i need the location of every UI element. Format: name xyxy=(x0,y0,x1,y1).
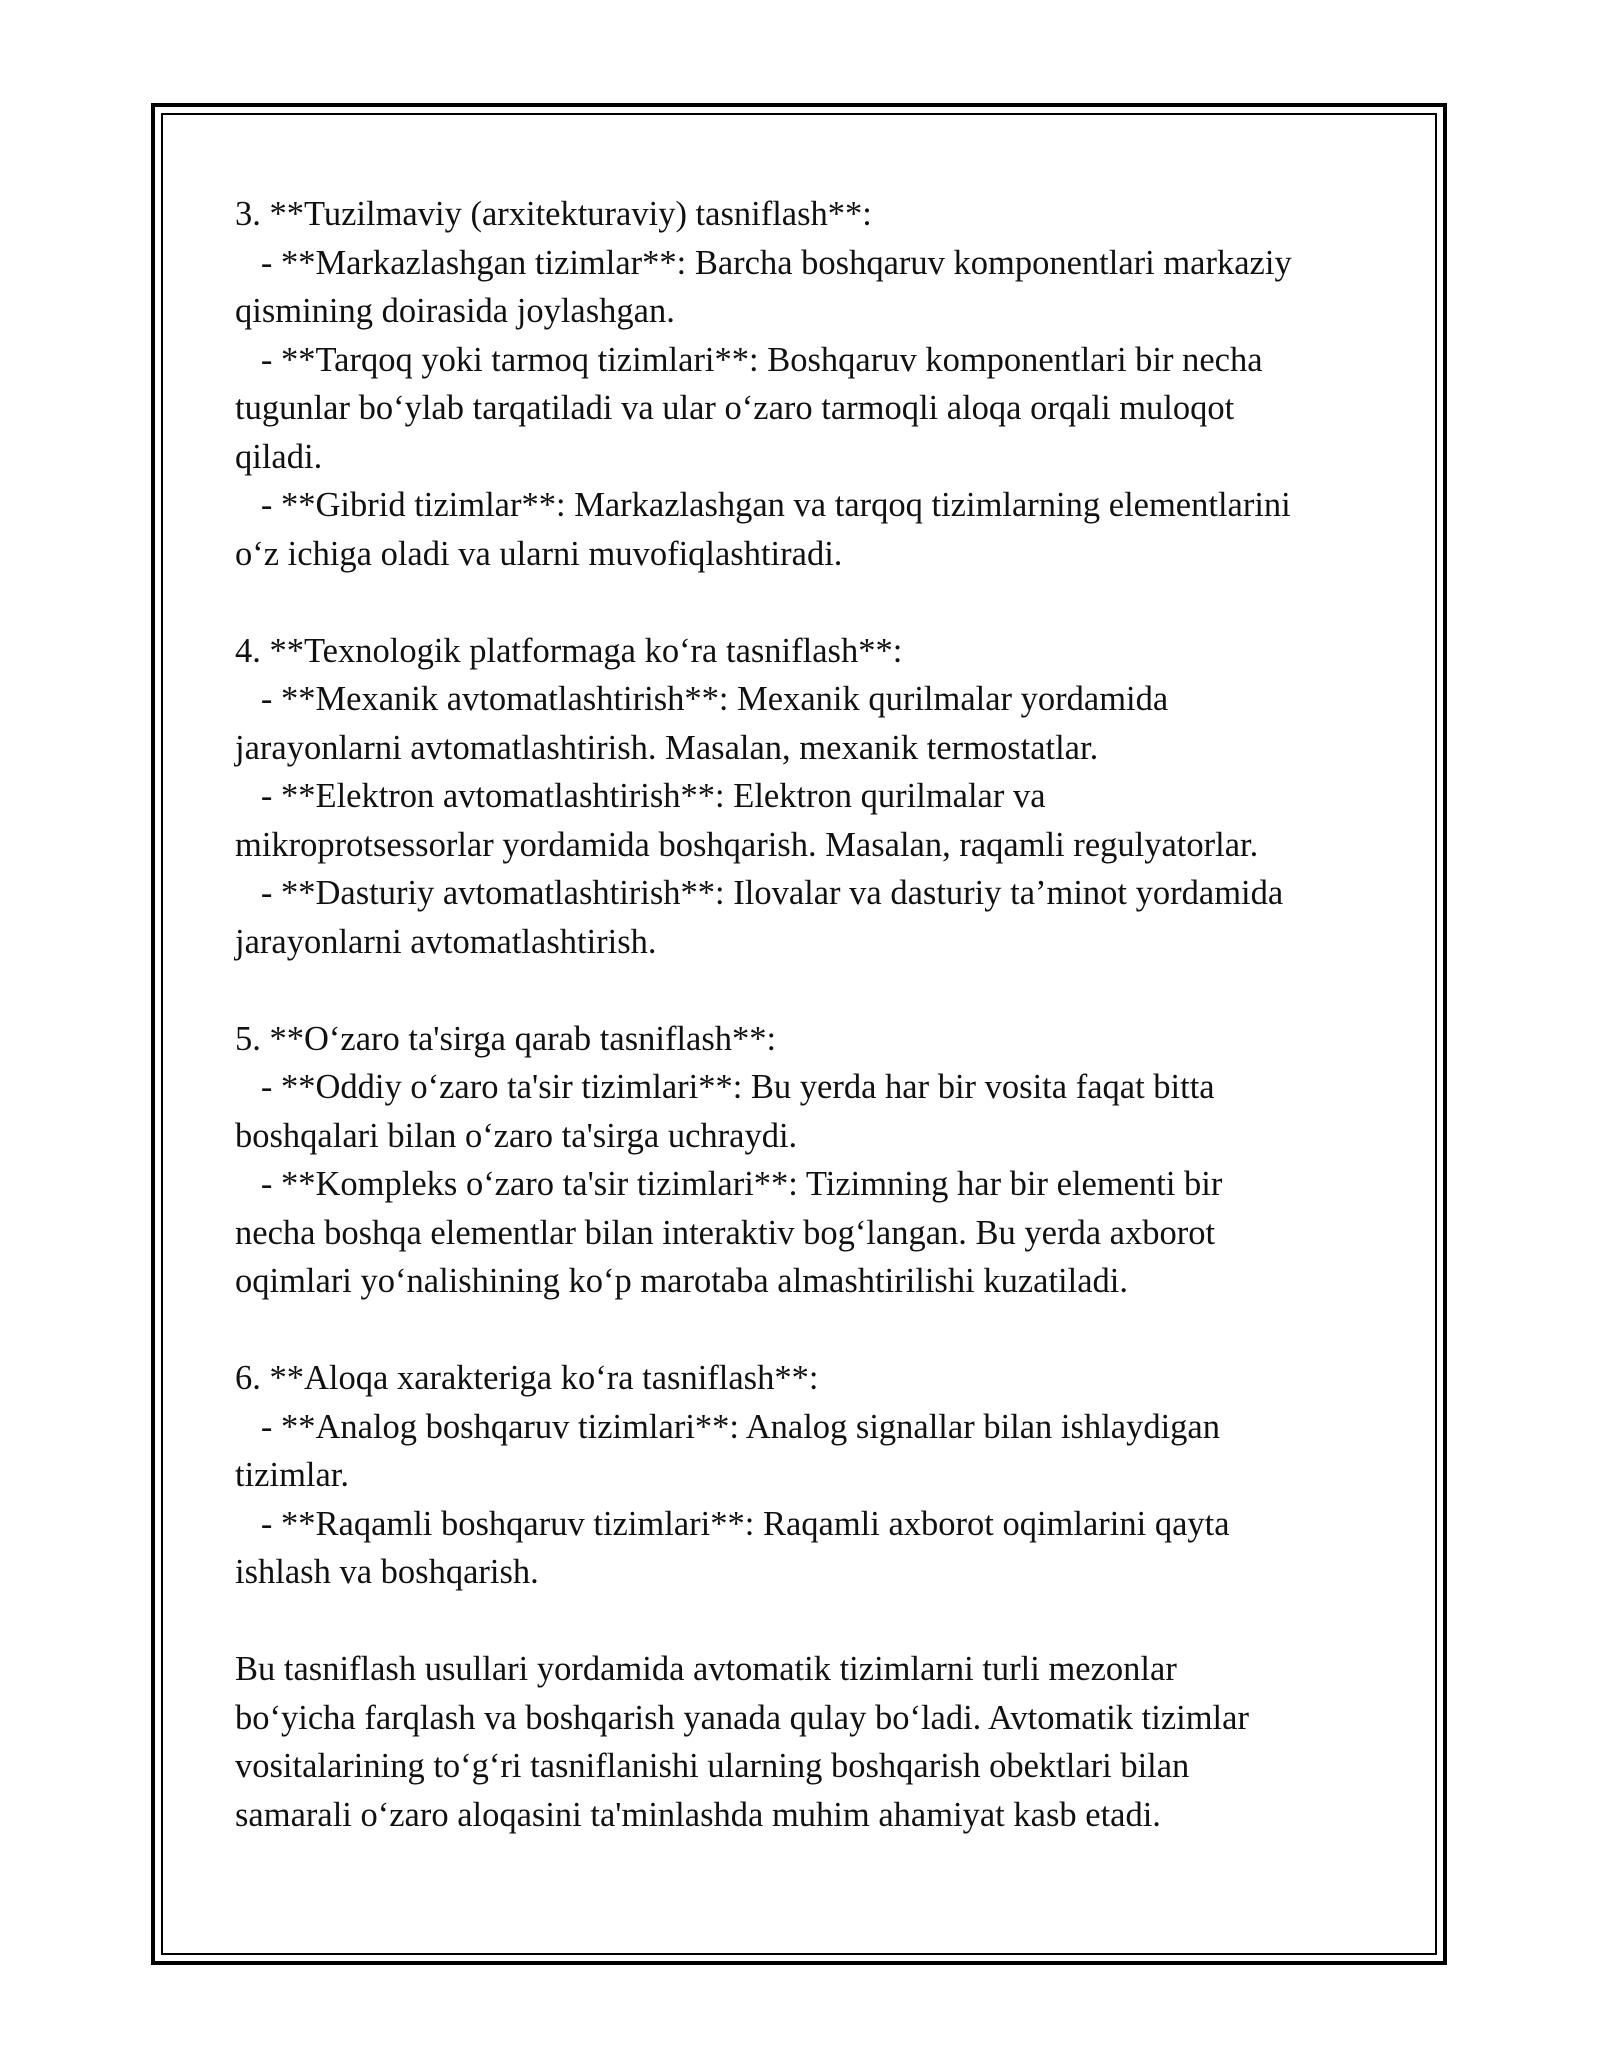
text-line: tugunlar boʻylab tarqatiladi va ular oʻzaro tarmoqli aloqa orqali muloqot xyxy=(235,389,1235,427)
text-line: 6. **Aloqa xarakteriga koʻra tasniflash**: xyxy=(235,1359,819,1397)
text-line: necha boshqa elementlar bilan interaktiv bogʻlangan. Bu yerda axborot xyxy=(235,1213,1216,1252)
text-line: jarayonlarni avtomatlashtirish. xyxy=(235,922,657,961)
text-line: - **Markazlashgan tizimlar**: Barcha boshqaruv komponentlari markaziy xyxy=(235,243,1292,282)
text-line: 3. **Tuzilmaviy (arxitekturaviy) tasniflash**: xyxy=(235,195,872,233)
text-line: 5. **Oʻzaro ta'sirga qarab tasniflash**: xyxy=(235,1019,777,1058)
text-line: mikroprotsessorlar yordamida boshqarish. Masalan, raqamli regulyatorlar. xyxy=(235,825,1259,864)
section-block xyxy=(235,1645,1370,1839)
text-line: - **Kompleks oʻzaro ta'sir tizimlari**: Tizimning har bir elementi bir xyxy=(235,1165,1223,1203)
text-line: - **Mexanik avtomatlashtirish**: Mexanik qurilmalar yordamida xyxy=(235,680,1169,718)
document-body xyxy=(235,190,1370,1839)
section-block xyxy=(235,190,1370,578)
text-line: - **Gibrid tizimlar**: Markazlashgan va tarqoq tizimlarning elementlarini xyxy=(235,486,1291,524)
text-line: jarayonlarni avtomatlashtirish. Masalan, mexanik termostatlar. xyxy=(235,728,1099,767)
text-line: - **Dasturiy avtomatlashtirish**: Ilovalar va dasturiy ta’minot yordamida xyxy=(235,874,1284,912)
paragraph-gap xyxy=(235,578,1370,627)
text-line: oqimlari yoʻnalishining koʻp marotaba almashtirilishi kuzatiladi. xyxy=(235,1262,1128,1300)
text-line: samarali oʻzaro aloqasini ta'minlashda muhim ahamiyat kasb etadi. xyxy=(235,1795,1161,1834)
text-line: boshqalari bilan oʻzaro ta'sirga uchraydi. xyxy=(235,1116,798,1155)
text-line: - **Analog boshqaruv tizimlari**: Analog signallar bilan ishlaydigan xyxy=(235,1407,1220,1446)
text-line: Bu tasniflash usullari yordamida avtomatik tizimlarni turli mezonlar xyxy=(235,1650,1177,1688)
paragraph-gap xyxy=(235,1306,1370,1355)
text-line: qismining doirasida joylashgan. xyxy=(235,292,675,330)
text-line: - **Elektron avtomatlashtirish**: Elektron qurilmalar va xyxy=(235,777,1046,815)
paragraph-gap xyxy=(235,966,1370,1015)
text-line: - **Raqamli boshqaruv tizimlari**: Raqamli axborot oqimlarini qayta xyxy=(235,1504,1230,1543)
text-line: ishlash va boshqarish. xyxy=(235,1553,539,1591)
section-block xyxy=(235,1015,1370,1306)
section-block xyxy=(235,1354,1370,1597)
text-line: - **Tarqoq yoki tarmoq tizimlari**: Boshqaruv komponentlari bir necha xyxy=(235,340,1263,379)
text-line: qiladi. xyxy=(235,437,323,476)
text-line: - **Oddiy oʻzaro ta'sir tizimlari**: Bu yerda har bir vosita faqat bitta xyxy=(235,1068,1215,1106)
text-line: boʻyicha farqlash va boshqarish yanada qulay boʻladi. Avtomatik tizimlar xyxy=(235,1698,1249,1737)
text-line: oʻz ichiga oladi va ularni muvofiqlashtiradi. xyxy=(235,534,843,573)
text-line: vositalarining toʻgʻri tasniflanishi ularning boshqarish obektlari bilan xyxy=(235,1747,1190,1785)
section-block xyxy=(235,627,1370,967)
paragraph-gap xyxy=(235,1597,1370,1646)
text-line: 4. **Texnologik platformaga koʻra tasniflash**: xyxy=(235,631,903,670)
text-line: tizimlar. xyxy=(235,1456,350,1494)
